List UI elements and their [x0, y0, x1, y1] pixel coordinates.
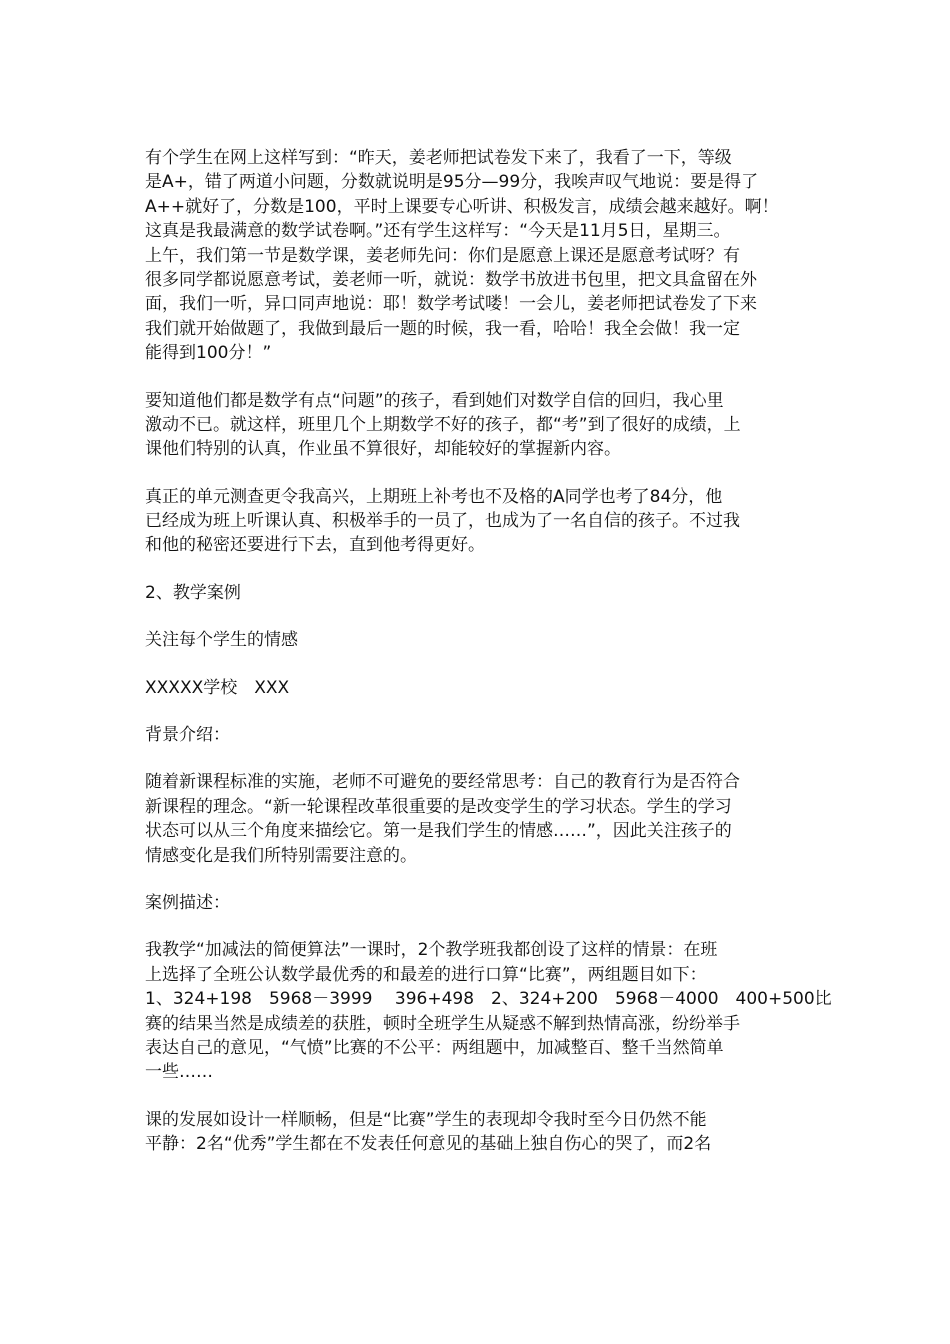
paragraph-gap: [145, 653, 810, 676]
paragraph-gap: [145, 558, 810, 581]
description-heading: [145, 891, 810, 915]
text-line: 能得到100分！”: [145, 343, 272, 364]
paragraph-gap: [145, 868, 810, 891]
case-title: [145, 628, 810, 652]
text-line: 课的发展如设计一样顺畅，但是“比赛”学生的表现却令我时至今日仍然不能: [145, 1109, 707, 1130]
document-body: [145, 146, 832, 1157]
paragraph-gap: [145, 462, 810, 485]
text-line: 我们就开始做题了，我做到最后一题的时候，我一看，哈哈！我全会做！我一定: [145, 318, 740, 339]
text-line: 是A+，错了两道小问题，分数就说明是95分—99分，我唉声叹气地说：要是得了: [145, 172, 759, 193]
paragraph-gap: [145, 366, 810, 389]
text-line: 1、324+198 5968－3999 396+498 2、324+200 5968－4000 400+500比: [145, 989, 832, 1010]
text-line: 这真是我最满意的数学试卷啊。”还有学生这样写：“今天是11月5日，星期三。: [145, 221, 731, 242]
paragraph-gap: [145, 1085, 810, 1108]
text-line: 上午，我们第一节是数学课，姜老师先问：你们是愿意上课还是愿意考试呀？有: [145, 245, 740, 266]
paragraph-background: [145, 770, 810, 868]
text-line: 激动不已。就这样，班里几个上期数学不好的孩子，都“考”到了很好的成绩，上: [145, 414, 741, 435]
text-line: 和他的秘密还要进行下去，直到他考得更好。: [145, 535, 485, 556]
text-line: 已经成为班上听课认真、积极举手的一员了，也成为了一名自信的孩子。不过我: [145, 511, 740, 532]
background-heading: [145, 723, 810, 747]
text-line: 2、教学案例: [145, 582, 241, 603]
paragraph-gap: [145, 605, 810, 628]
paragraph-gap: [145, 700, 810, 723]
paragraph-gap: [145, 747, 810, 770]
paragraph-gap: [145, 915, 810, 938]
text-line: 要知道他们都是数学有点“问题”的孩子，看到她们对数学自信的回归，我心里: [145, 390, 724, 411]
text-line: 面，我们一听，异口同声地说：耶！数学考试喽！一会儿，姜老师把试卷发了下来: [145, 294, 757, 315]
text-line: 状态可以从三个角度来描绘它。第一是我们学生的情感……”，因此关注孩子的: [145, 821, 732, 842]
text-line: 赛的结果当然是成绩差的获胜，顿时全班学生从疑惑不解到热情高涨，纷纷举手: [145, 1013, 740, 1034]
text-line: 表达自己的意见，“气愤”比赛的不公平：两组题中，加减整百、整千当然简单: [145, 1037, 724, 1058]
author-line: [145, 676, 810, 700]
text-line: 我教学“加减法的简便算法”一课时，2个教学班我都创设了这样的情景：在班: [145, 940, 718, 961]
text-line: XXXXX学校 XXX: [145, 677, 290, 698]
text-line: 新课程的理念。“新一轮课程改革很重要的是改变学生的学习状态。学生的学习: [145, 796, 732, 817]
paragraph-confidence: [145, 389, 810, 462]
text-line: 很多同学都说愿意考试，姜老师一听，就说：数学书放进书包里，把文具盒留在外: [145, 269, 757, 290]
text-line: 情感变化是我们所特别需要注意的。: [145, 845, 417, 866]
text-line: 一些……: [145, 1062, 213, 1083]
text-line: 有个学生在网上这样写到：“昨天，姜老师把试卷发下来了，我看了一下，等级: [145, 148, 732, 168]
text-line: A++就好了，分数是100，平时上课要专心听讲、积极发言，成绩会越来越好。啊！: [145, 196, 779, 217]
text-line: 上选择了全班公认数学最优秀的和最差的进行口算“比赛”，两组题目如下：: [145, 964, 707, 985]
paragraph-unit-test: [145, 485, 810, 558]
section-heading: [145, 581, 810, 605]
paragraph-student-diary: [145, 146, 810, 366]
text-line: 背景介绍：: [145, 725, 230, 746]
text-line: 关注每个学生的情感: [145, 630, 298, 651]
paragraph-lesson-outcome: [145, 1108, 810, 1157]
paragraph-case-description: [145, 938, 832, 1084]
text-line: 平静：2名“优秀”学生都在不发表任何意见的基础上独自伤心的哭了，而2名: [145, 1134, 712, 1155]
text-line: 真正的单元测查更令我高兴，上期班上补考也不及格的A同学也考了84分，他: [145, 486, 723, 507]
text-line: 随着新课程标准的实施，老师不可避免的要经常思考：自己的教育行为是否符合: [145, 772, 740, 793]
text-line: 案例描述：: [145, 892, 230, 913]
text-line: 课他们特别的认真，作业虽不算很好，却能较好的掌握新内容。: [145, 439, 621, 460]
